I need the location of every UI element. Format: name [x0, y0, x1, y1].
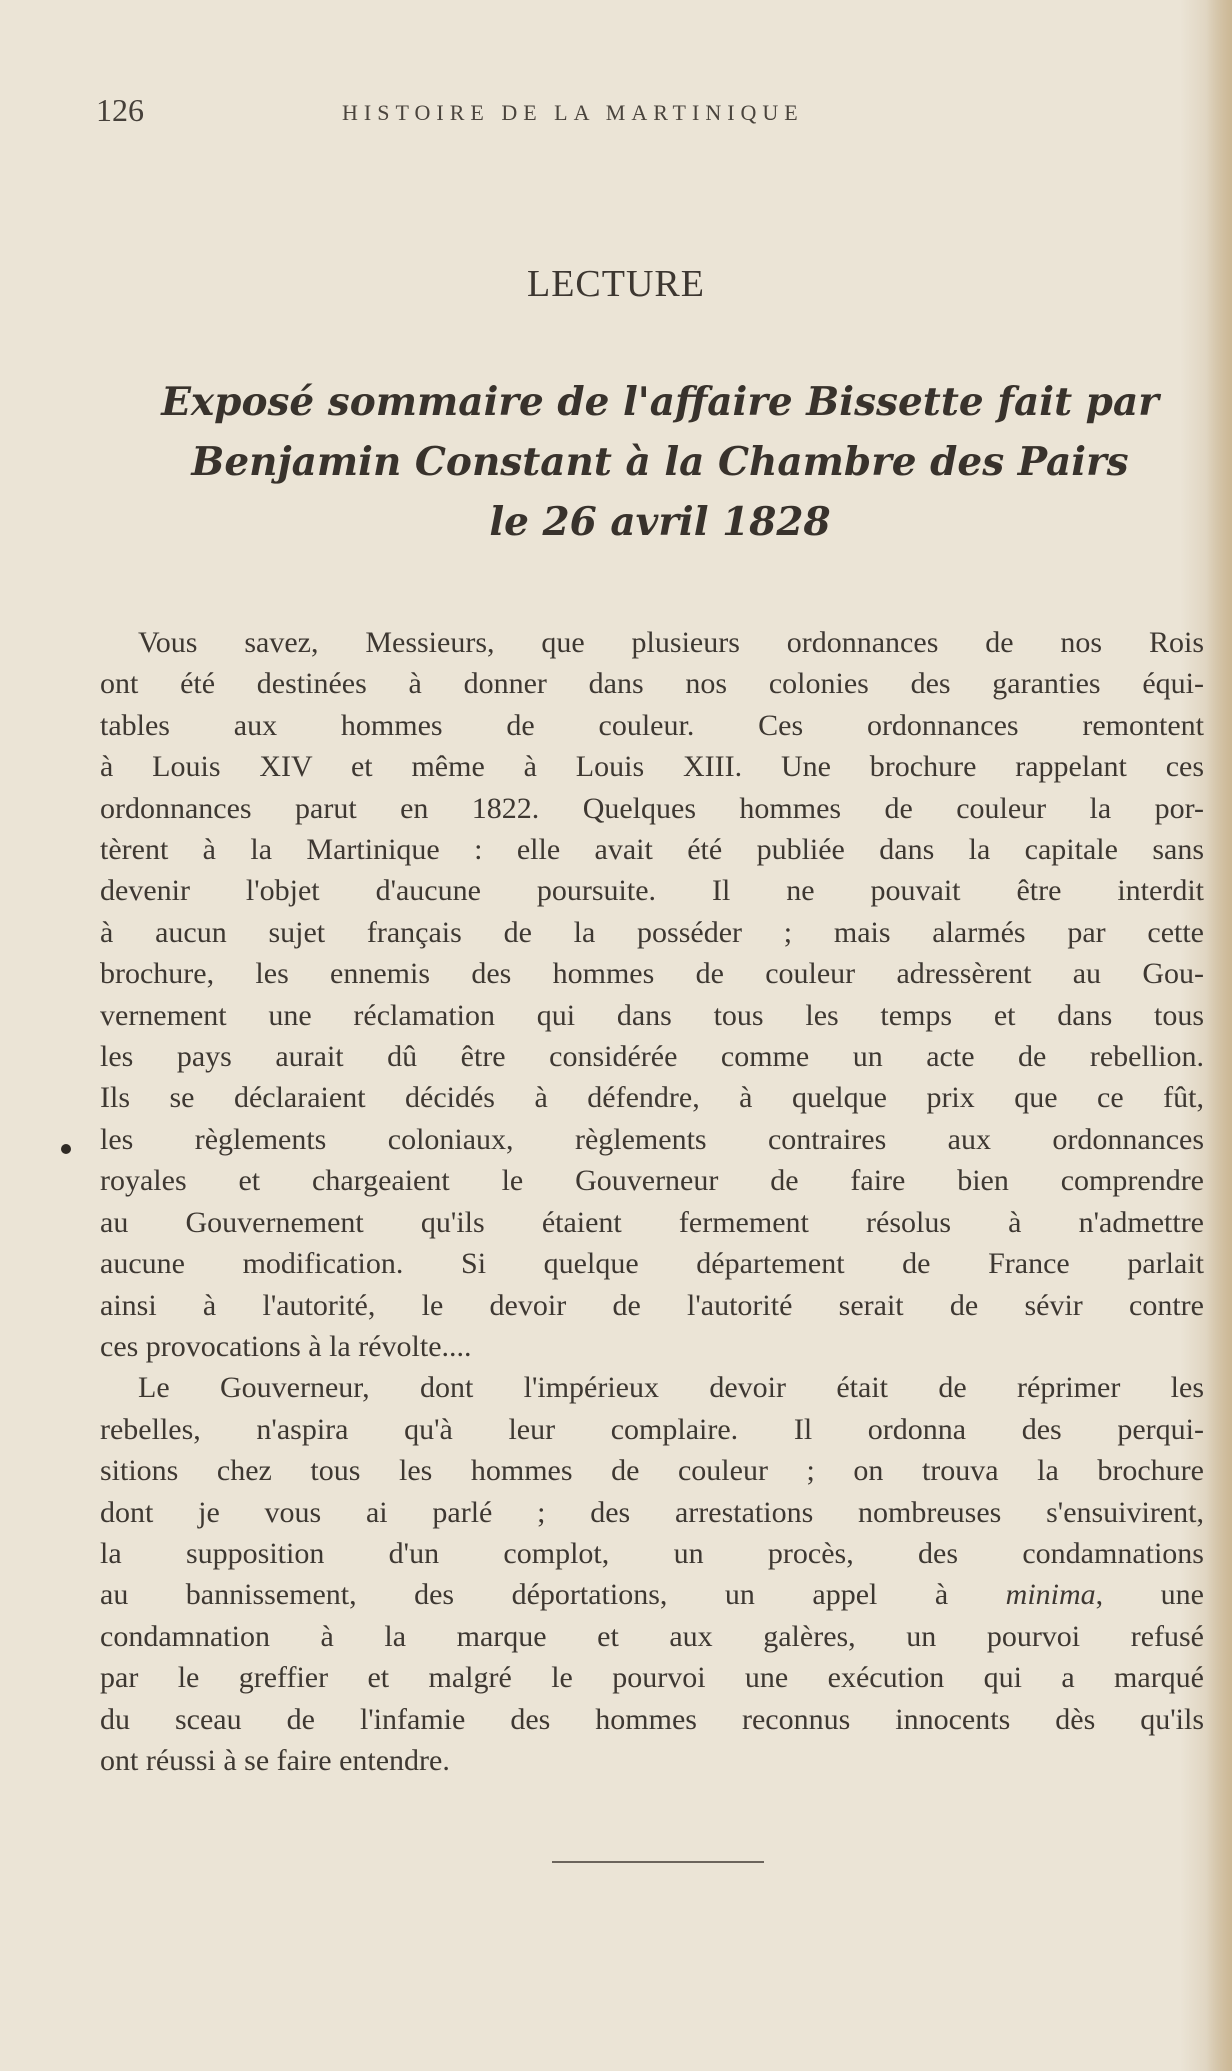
- text-line: sitions chez tous les hommes de couleur ; on trouva la brochure: [100, 1454, 1204, 1488]
- italic-term: minima: [1005, 1578, 1096, 1612]
- text-line: dont je vous ai parlé ; des arrestations nombreuses s'ensuivirent,: [100, 1495, 1204, 1529]
- text-line: Vous savez, Messieurs, que plusieurs ordonnances de nos Rois: [138, 626, 1204, 659]
- text-line: condamnation à la marque et aux galères, un pourvoi refusé: [100, 1619, 1204, 1653]
- text-line: Ils se déclaraient décidés à défendre, à quelque prix que ce fût,: [100, 1081, 1204, 1115]
- text-line: rebelles, n'aspira qu'à leur complaire. Il ordonna des perqui-: [100, 1412, 1204, 1446]
- text-line: ordonnances parut en 1822. Quelques hommes de couleur la por-: [100, 791, 1204, 825]
- page-number: 126: [96, 92, 144, 128]
- text-line: devenir l'objet d'aucune poursuite. Il ne pouvait être interdit: [100, 874, 1204, 908]
- running-head: [96, 92, 1136, 132]
- article-title-line: Benjamin Constant à la Chambre des Pairs: [191, 439, 1129, 485]
- text-line: aucune modification. Si quelque département de France parlait: [100, 1247, 1204, 1281]
- text-line-with-italic: [100, 1574, 1204, 1615]
- page-edge-shadow: [1206, 0, 1232, 2071]
- text-line: à Louis XIV et même à Louis XIII. Une brochure rappelant ces: [100, 750, 1204, 784]
- article-title-line: Exposé sommaire de l'affaire Bissette fait par: [161, 379, 1159, 425]
- section-heading: LECTURE: [527, 263, 705, 305]
- text-line: royales et chargeaient le Gouverneur de faire bien comprendre: [100, 1164, 1204, 1198]
- margin-ink-dot: [61, 1144, 71, 1154]
- text-line: ainsi à l'autorité, le devoir de l'autorité serait de sévir contre: [100, 1288, 1204, 1322]
- text-line: ont réussi à se faire entendre.: [100, 1743, 450, 1777]
- text-line: brochure, les ennemis des hommes de couleur adressèrent au Gou-: [100, 957, 1204, 991]
- body-text: [100, 622, 1204, 1781]
- article-title-line: le 26 avril 1828: [489, 499, 831, 545]
- text-line: du sceau de l'infamie des hommes reconnus innocents dès qu'ils: [100, 1702, 1204, 1736]
- text-line: tables aux hommes de couleur. Ces ordonnances remontent: [100, 708, 1204, 742]
- text-line: Le Gouverneur, dont l'impérieux devoir était de réprimer les: [138, 1371, 1204, 1405]
- running-title: HISTOIRE DE LA MARTINIQUE: [342, 100, 804, 125]
- text-line: au Gouvernement qu'ils étaient fermement résolus à n'admettre: [100, 1205, 1204, 1239]
- text-line: vernement une réclamation qui dans tous les temps et dans tous: [100, 998, 1204, 1032]
- text-segment: au bannissement, des déportations, un appel à: [100, 1578, 1006, 1612]
- text-segment: , une: [1095, 1578, 1204, 1612]
- text-line: ces provocations à la révolte....: [100, 1329, 472, 1363]
- text-line: la supposition d'un complot, un procès, des condamnations: [100, 1536, 1204, 1570]
- text-line: les pays aurait dû être considérée comme un acte de rebellion.: [100, 1040, 1204, 1074]
- section-end-rule: [552, 1861, 764, 1863]
- text-line: à aucun sujet français de la posséder ; mais alarmés par cette: [100, 915, 1204, 949]
- text-line: les règlements coloniaux, règlements contraires aux ordonnances: [100, 1122, 1204, 1156]
- text-line: ont été destinées à donner dans nos colonies des garanties équi-: [100, 667, 1204, 701]
- text-line: tèrent à la Martinique : elle avait été publiée dans la capitale sans: [100, 833, 1204, 867]
- text-line: par le greffier et malgré le pourvoi une exécution qui a marqué: [100, 1661, 1204, 1695]
- article-title: [92, 372, 1228, 552]
